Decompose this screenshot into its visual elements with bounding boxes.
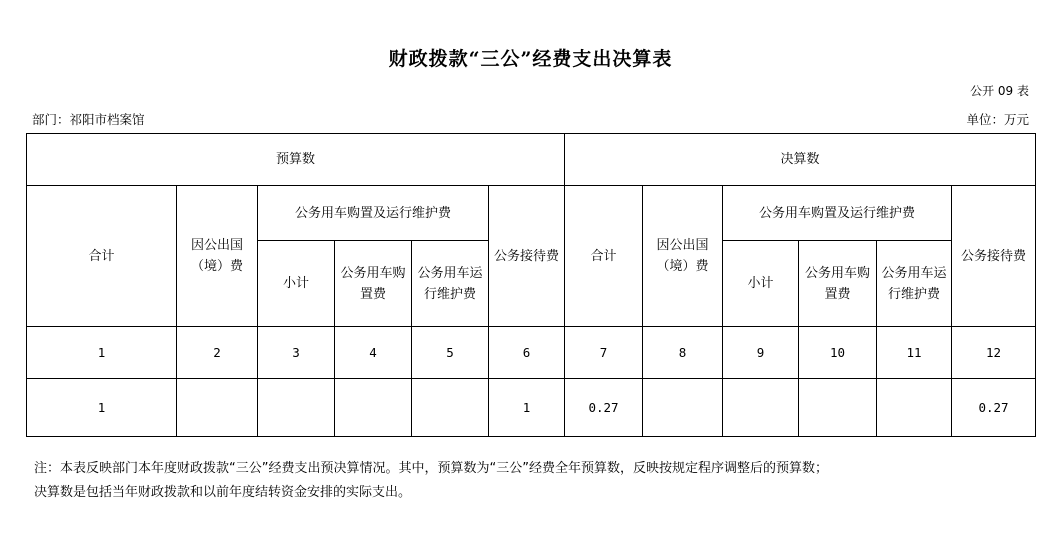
- budget-reception-value: 1: [489, 379, 565, 437]
- budget-vehicle-operation-value: [412, 379, 489, 437]
- column-number: 7: [565, 327, 643, 379]
- budget-vehicle-operation-header: 公务用车运行维护费: [412, 241, 489, 327]
- form-number: 公开 09 表: [970, 84, 1029, 98]
- budget-abroad-header: 因公出国（境）费: [177, 186, 258, 327]
- table-row: [27, 379, 1036, 437]
- budget-vehicle-purchase-value: [335, 379, 412, 437]
- column-number: 6: [489, 327, 565, 379]
- actual-subtotal-value: [723, 379, 799, 437]
- column-number-row: [27, 327, 1036, 379]
- unit-label: 单位：万元: [966, 112, 1029, 127]
- budget-header: 预算数: [27, 134, 565, 186]
- actual-total-header: 合计: [565, 186, 643, 327]
- footnote-line-1: 注：本表反映部门本年度财政拨款“三公”经费支出预决算情况。其中，预算数为“三公”经费全年预算数，反映按规定程序调整后的预算数；: [34, 461, 828, 476]
- column-number: 5: [412, 327, 489, 379]
- column-number: 8: [643, 327, 723, 379]
- actual-abroad-header: 因公出国（境）费: [643, 186, 723, 327]
- actual-reception-value: 0.27: [952, 379, 1036, 437]
- footnote: [34, 457, 1044, 505]
- budget-subtotal-header: 小计: [258, 241, 335, 327]
- actual-reception-header: 公务接待费: [952, 186, 1036, 327]
- actual-vehicle-purchase-header: 公务用车购置费: [799, 241, 877, 327]
- column-number: 10: [799, 327, 877, 379]
- column-number: 3: [258, 327, 335, 379]
- budget-total-header: 合计: [27, 186, 177, 327]
- budget-total-value: 1: [27, 379, 177, 437]
- budget-vehicle-group-header: 公务用车购置及运行维护费: [258, 186, 489, 241]
- actual-vehicle-group-header: 公务用车购置及运行维护费: [723, 186, 952, 241]
- actual-vehicle-purchase-value: [799, 379, 877, 437]
- actual-vehicle-operation-value: [877, 379, 952, 437]
- column-number: 2: [177, 327, 258, 379]
- actual-header: 决算数: [565, 134, 1036, 186]
- expense-table: [26, 133, 1036, 437]
- column-number: 11: [877, 327, 952, 379]
- column-number: 4: [335, 327, 412, 379]
- budget-abroad-value: [177, 379, 258, 437]
- header-row-2: [27, 186, 1036, 241]
- header-row-1: [27, 134, 1036, 186]
- actual-vehicle-operation-header: 公务用车运行维护费: [877, 241, 952, 327]
- actual-subtotal-header: 小计: [723, 241, 799, 327]
- column-number: 1: [27, 327, 177, 379]
- page-title: 财政拨款“三公”经费支出决算表: [388, 48, 673, 70]
- footnote-line-2: 决算数是包括当年财政拨款和以前年度结转资金安排的实际支出。: [34, 485, 412, 500]
- column-number: 12: [952, 327, 1036, 379]
- budget-vehicle-purchase-header: 公务用车购置费: [335, 241, 412, 327]
- department-label: 部门：祁阳市档案馆: [32, 112, 145, 127]
- actual-abroad-value: [643, 379, 723, 437]
- budget-subtotal-value: [258, 379, 335, 437]
- column-number: 9: [723, 327, 799, 379]
- actual-total-value: 0.27: [565, 379, 643, 437]
- budget-reception-header: 公务接待费: [489, 186, 565, 327]
